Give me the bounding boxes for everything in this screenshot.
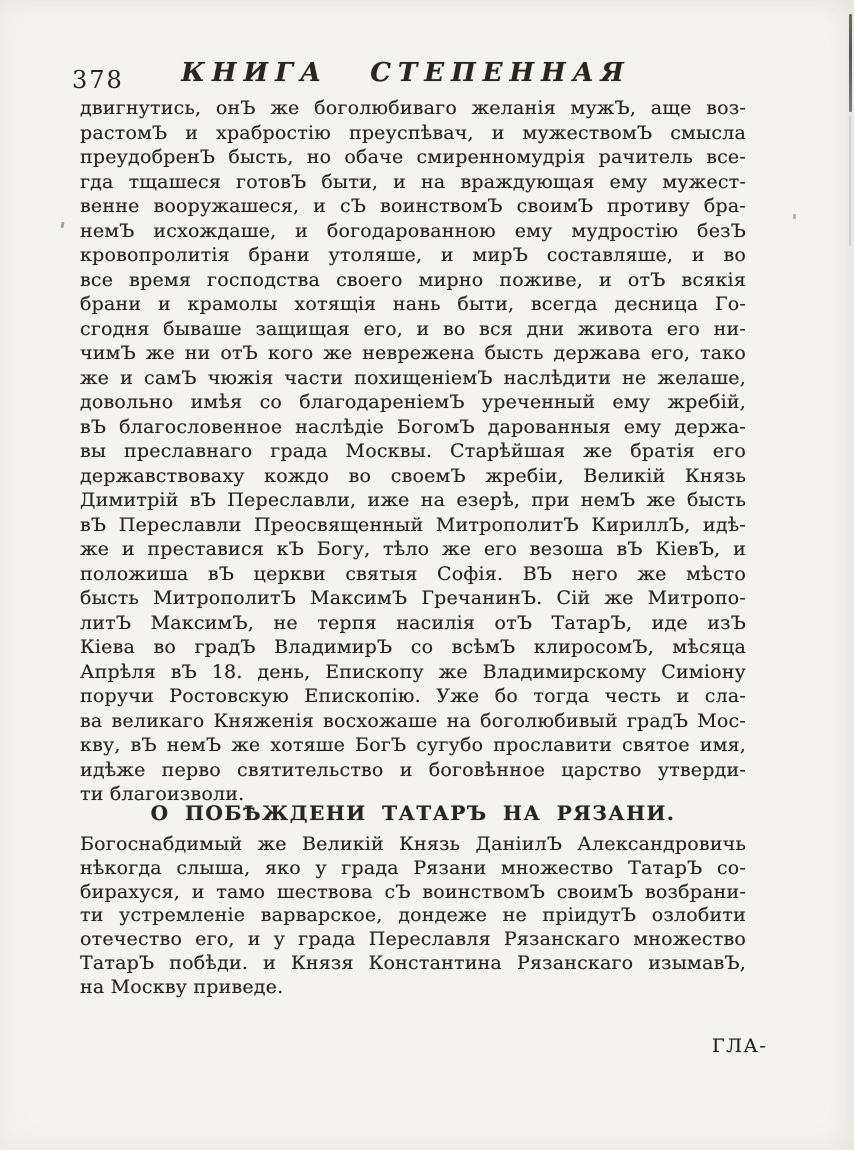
catchword: ГЛА-: [712, 1035, 768, 1057]
text-line: на Москву приведе.: [80, 975, 284, 998]
section-heading: О ПОБѢЖДЕНИ ТАТАРЪ НА РЯЗАНИ.: [150, 801, 676, 825]
section-paragraph: [80, 833, 746, 1000]
text-line: ти благоизволи.: [80, 783, 245, 805]
paragraph-continuation: [80, 96, 746, 807]
text-line: чимЪ же ни отЪ кого же неврежена бысть держава его, тако: [80, 342, 746, 364]
text-line: бысть МитрополитЪ МаксимЪ ГречанинЪ. Сій же Митропо-: [80, 587, 746, 609]
text-line: двигнутись, онЪ же боголюбиваго желанія мужЪ, аще воз-: [80, 97, 746, 119]
text-line: поручи Ростовскую Епископію. Уже бо тогда честь и сла-: [80, 685, 746, 707]
text-line: довольно имѣя со благодареніемЪ уреченный ему жребій,: [80, 391, 746, 413]
text-line: венне вооружашеся, и сЪ воинствомЪ своимЪ противу бра-: [80, 195, 746, 217]
text-line: Димитрій вЪ Переславли, иже на езерѣ, при немЪ же бысть: [80, 489, 746, 511]
text-line: нѣкогда слыша, яко у града Рязани множество ТатарЪ со-: [80, 856, 746, 879]
text-line: идѣже перво святительство и боговѣнное царство утверди-: [80, 758, 746, 781]
text-line: Богоснабдимый же Великій Князь ДаніилЪ Александровичь: [80, 833, 746, 855]
text-line: державствоваху кождо во своемЪ жребіи, Великій Князь: [80, 464, 746, 487]
text-line: кву, вЪ немЪ же хотяше БогЪ сугубо прославити святое имя,: [80, 734, 746, 756]
text-line: ти устремленіе варварское, дондеже не пріидутЪ озлобити: [80, 904, 746, 927]
scan-speck: [60, 222, 64, 228]
text-line: же и преставися кЪ Богу, тѣло же его везоша вЪ КіевЪ, и: [80, 538, 746, 560]
text-line: положиша вЪ церкви святыя Софія. ВЪ него же мѣсто: [80, 562, 746, 585]
binding-edge-artifact-faint: [849, 116, 851, 246]
text-line: брани и крамолы хотящія нань быти, всегда десница Го-: [80, 293, 746, 315]
scan-speck: [793, 214, 796, 219]
text-line: сгодня бываше защищая его, и во вся дни живота его ни-: [80, 317, 746, 340]
text-line: все время господства своего мирно поживе, и отЪ всякія: [80, 268, 746, 291]
text-line: преудобренЪ бысть, но обаче смиренномудрія рачитель все-: [80, 146, 746, 168]
page-number: 378: [72, 66, 124, 94]
text-line: вЪ благословенное наслѣдіе БогомЪ дарованныя ему держа-: [80, 415, 746, 438]
text-line: отечество его, и у града Переславля Рязанскаго множество: [80, 928, 746, 951]
text-line: бирахуся, и тамо шествова сЪ воинствомЪ своимЪ возбрани-: [80, 880, 746, 903]
text-line: кровопролитія брани утоляше, и мирЪ составляше, и во: [80, 244, 746, 266]
text-line: вы преславнаго града Москвы. Старѣйшая же братія его: [80, 440, 746, 462]
text-line: Апрѣля вЪ 18. день, Епископу же Владимирскому Симіону: [80, 660, 746, 683]
text-line: немЪ исхождаше, и богодарованною ему мудростію безЪ: [80, 219, 746, 242]
text-line: ТатарЪ побѣди. и Князя Константина Рязанскаго изымавЪ,: [80, 951, 746, 974]
text-line: же и самЪ чюжія части похищеніемЪ наслѣдити не желаше,: [80, 366, 746, 389]
text-line: литЪ МаксимЪ, не терпя насилія отЪ ТатарЪ, иде изЪ: [80, 611, 746, 634]
text-line: Кіева во градЪ ВладимирЪ со всѣмЪ клиросомЪ, мѣсяца: [80, 636, 746, 658]
running-title: КНИГА СТЕПЕННАЯ: [181, 58, 631, 88]
text-line: гда тщашеся готовЪ быти, и на враждующая ему мужест-: [80, 170, 746, 193]
text-line: ва великаго Княженія восхожаше на боголюбивый градЪ Мос-: [80, 709, 746, 732]
binding-edge-artifact: [849, 14, 852, 112]
text-line: растомЪ и храбростію преуспѣвач, и мужествомЪ смысла: [80, 121, 746, 144]
text-line: вЪ Переславли Преосвященный МитрополитЪ КириллЪ, идѣ-: [80, 513, 746, 536]
